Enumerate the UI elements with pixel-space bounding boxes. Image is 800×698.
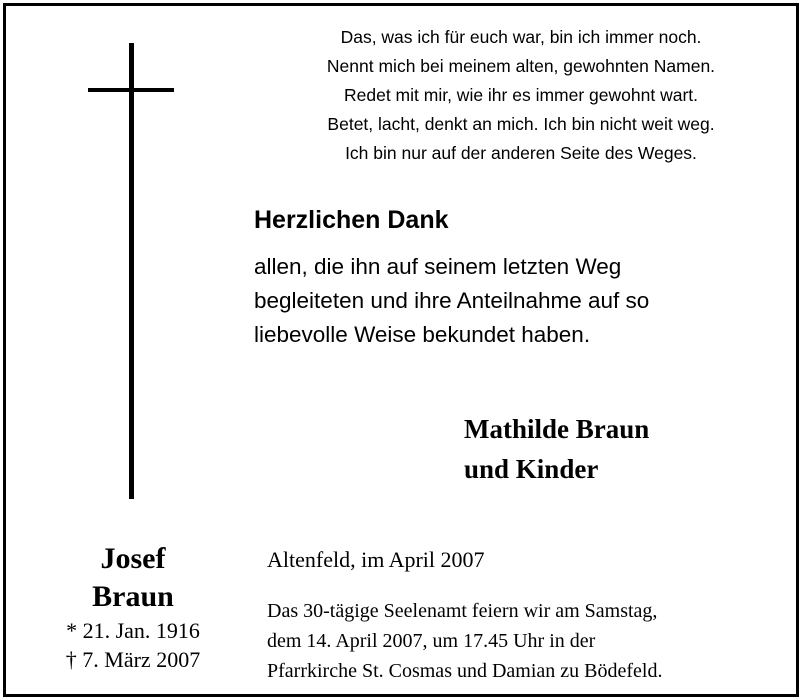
deceased-info — [28, 540, 238, 674]
birth-date: * 21. Jan. 1916 — [66, 618, 200, 643]
notice-line: dem 14. April 2007, um 17.45 Uhr in der — [267, 630, 596, 652]
deceased-last-name: Braun — [92, 580, 174, 613]
notice-line: Das 30-tägige Seelenamt feiern wir am Samstag, — [267, 600, 658, 622]
death-date: † 7. März 2007 — [65, 647, 201, 672]
thanks-heading: Herzlichen Dank — [254, 206, 449, 234]
poem-line: Betet, lacht, denkt an mich. Ich bin nicht weit weg. — [327, 114, 715, 134]
cross-icon-bar — [88, 88, 174, 92]
cross-icon — [129, 43, 134, 499]
signer-line: und Kinder — [464, 454, 599, 484]
notice-line: Pfarrkirche St. Cosmas und Damian zu Bödefeld. — [267, 660, 663, 682]
poem — [251, 23, 791, 168]
poem-line: Das, was ich für euch war, bin ich immer noch. — [340, 27, 702, 47]
place-date: Altenfeld, im April 2007 — [267, 547, 485, 572]
thanks-line: liebevolle Weise bekundet haben. — [254, 322, 591, 347]
signer-line: Mathilde Braun — [464, 414, 650, 444]
mass-notice — [267, 596, 662, 686]
poem-line: Nennt mich bei meinem alten, gewohnten Namen. — [326, 56, 716, 76]
deceased-first-name: Josef — [100, 542, 166, 575]
obituary-notice — [3, 3, 799, 697]
thanks-line: begleiteten und ihre Anteilnahme auf so — [254, 288, 650, 313]
poem-line: Ich bin nur auf der anderen Seite des Weges. — [345, 143, 697, 163]
thanks-line: allen, die ihn auf seinem letzten Weg — [254, 254, 622, 279]
thanks-text — [254, 250, 649, 352]
poem-line: Redet mit mir, wie ihr es immer gewohnt wart. — [344, 85, 698, 105]
signers — [464, 409, 649, 489]
